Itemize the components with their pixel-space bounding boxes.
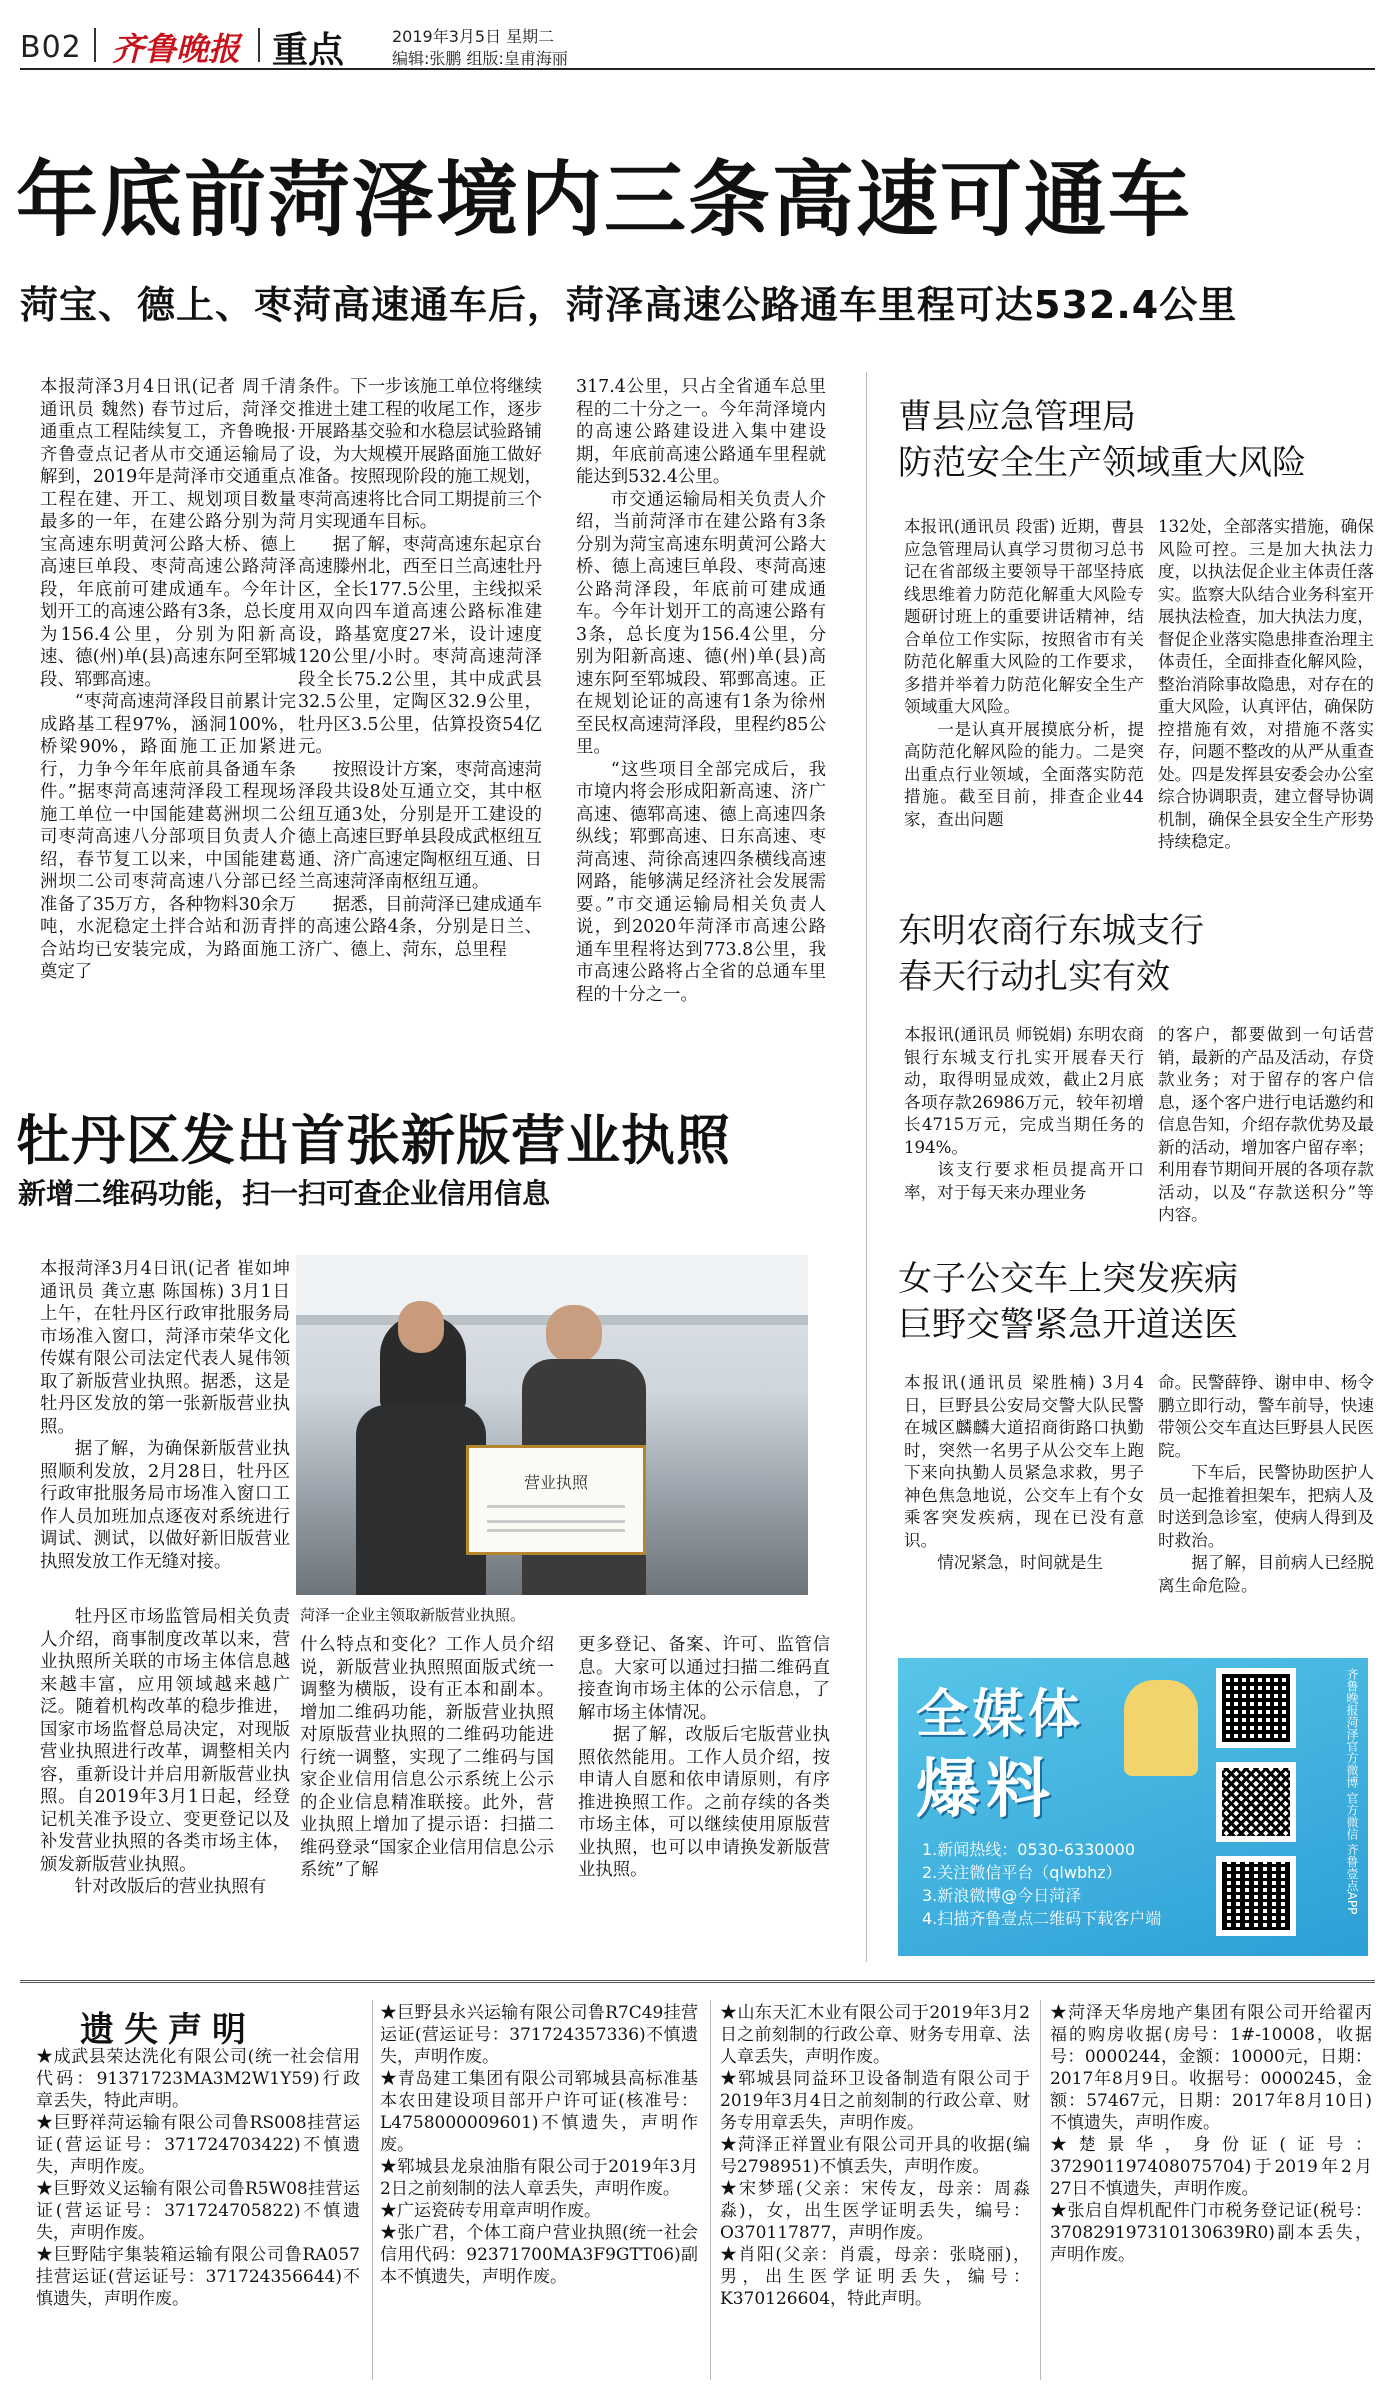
bus-headline-2: 巨野交警紧急开道送医	[898, 1305, 1238, 1345]
lost-notice: ★青岛建工集团有限公司郓城县高标准基本农田建设项目部开户许可证(核准号：L4758000009601)不慎遗失，声明作废。	[380, 2069, 698, 2155]
bus-column-2	[1158, 1372, 1374, 1597]
promo-title-1: 全媒体	[916, 1685, 1085, 1745]
qr-code-icon[interactable]	[1216, 1762, 1296, 1842]
page-number: B02	[20, 30, 82, 65]
lead-headline: 年底前菏泽境内三条高速可通车	[16, 153, 1193, 248]
peony-paragraph: 据了解，改版后宅版营业执照依然能用。工作人员介绍，按申请人自愿和依申请原则，有序推进换照工作。之前存续的各类市场主体，可以继续使用原版营业执照，也可以申请换发新版营业执照。	[578, 1725, 830, 1880]
peony-headline: 牡丹区发出首张新版营业执照	[16, 1109, 731, 1172]
column-rule	[866, 372, 867, 1962]
lost-notice: ★巨野县永兴运输有限公司鲁R7C49挂营运证(营运证号：371724357336)不慎遗失，声明作废。	[380, 2003, 698, 2067]
dongming-paragraph: 的客户，都要做到一句话营销，最新的产品及活动，存贷款业务；对于留存的客户信息，逐个客户进行电话邀约和信息告知，介绍存款优势及最新的活动，增加客户留存率；利用春节期间开展的各项存款活动，以及“存款送积分”等内容。	[1158, 1025, 1374, 1224]
column-rule	[1040, 2000, 1041, 2380]
lost-notices-title: 遗失声明	[80, 2010, 256, 2050]
lead-subheadline: 菏宝、德上、枣菏高速通车后，菏泽高速公路通车里程可达532.4公里	[20, 283, 1238, 327]
lost-notice: ★巨野祥菏运输有限公司鲁RS008挂营运证(营运证号：371724703422)不慎遗失，声明作废。	[36, 2113, 360, 2177]
lost-notice: ★张广君，个体工商户营业执照(统一社会信用代码：92371700MA3F9GTT06)副本不慎遗失，声明作废。	[380, 2223, 698, 2287]
lost-column-4	[1050, 2002, 1372, 2266]
license-label: 营业执照	[523, 1473, 588, 1492]
lead-column-1	[40, 376, 296, 984]
cao-headline-2: 防范安全生产领域重大风险	[898, 443, 1306, 483]
peony-paragraph: 什么特点和变化？工作人员介绍说，新版营业执照照面版式统一调整为横版，设有正本和副本。增加二维码功能，新版营业执照对原版营业执照的二维码功能进行统一调整，实现了二维码与国家企业信用信息公示系统上公示的企业信息精准联接。此外，营业执照上增加了提示语：扫描二维码登录“国家企业信用信息公示系统”了解	[300, 1635, 554, 1880]
lead-column-2	[298, 376, 542, 961]
dongming-headline-2: 春天行动扎实有效	[898, 957, 1170, 997]
divider	[94, 28, 96, 62]
lost-notice: ★张启自焊机配件门市税务登记证(税号：37082919731013063​9R0)副本丢失，声明作废。	[1050, 2201, 1372, 2265]
lost-notice: ★郓城县同益环卫设备制造有限公司于2019年3月4日之前刻制的行政公章、财务专用章丢失，声明作废。	[720, 2069, 1030, 2133]
lead-paragraph: 据悉，目前菏泽已建成通车的高速公路4条，分别是日兰、济广、德上、菏东，总里程	[298, 894, 542, 960]
lost-notice: ★巨野陆宇集装箱运输有限公司鲁RA057挂营运证(营运证号：371724356644)不慎遗失，声明作废。	[36, 2245, 360, 2309]
issue-date: 2019年3月5日 星期二	[392, 27, 555, 46]
peony-subheadline: 新增二维码功能，扫一扫可查企业信用信息	[18, 1177, 551, 1210]
lost-notices-section	[20, 1980, 1375, 1983]
lead-paragraph: 317.4公里，只占全省通车总里程的二十分之一。今年菏泽境内的高速公路建设进入集中建设期，年底前高速公路通车里程就能达到532.4公里。	[576, 377, 826, 487]
promo-line: 4.扫描齐鲁壹点二维码下载客户端	[922, 1909, 1162, 1928]
newspaper-logo: 齐鲁晚报	[112, 30, 241, 68]
bus-column-1	[904, 1372, 1144, 1575]
cao-headline-1: 曹县应急管理局	[898, 397, 1136, 437]
lost-column-1	[36, 2046, 360, 2310]
peony-column-1b	[40, 1606, 290, 1899]
cao-column-1	[904, 516, 1144, 831]
lost-notice: ★郓城县龙泉油脂有限公司于2019年3月2日之前刻制的法人章丢失，声明作废。	[380, 2157, 698, 2199]
dongming-headline-1: 东明农商行东城支行	[898, 911, 1204, 951]
qr-code-icon[interactable]	[1216, 1856, 1296, 1936]
bus-paragraph: 情况紧急，时间就是生	[937, 1553, 1104, 1572]
promo-line: 2.关注微信平台（qlwbhz）	[922, 1863, 1122, 1882]
column-rule	[710, 2000, 711, 2380]
promo-line: 3.新浪微博@今日菏泽	[922, 1886, 1082, 1905]
dongming-paragraph: 该支行要求柜员提高开口率，对于每天来办理业务	[904, 1160, 1144, 1202]
license-photo	[296, 1255, 808, 1595]
person-face	[398, 1301, 444, 1353]
peony-paragraph: 更多登记、备案、许可、监管信息。大家可以通过扫描二维码直接查询市场主体的公示信息，了解市场主体情况。	[578, 1635, 830, 1723]
cao-column-2	[1158, 516, 1374, 854]
bus-paragraph: 命。民警薛铮、谢申申、杨令鹏立即行动，警车前导，快速带领公交车直达巨野县人民医院。	[1158, 1373, 1374, 1460]
lead-paragraph: “这些项目全部完成后，我市境内将会形成阳新高速、济广高速、德郓高速、德上高速四条纵线；郓鄄高速、日东高速、枣菏高速、菏徐高速四条横线高速网路，能够满足经济社会发展需要。”市交通运输局相关负责人说，到2020年菏泽市高速公路通车里程将达到773.8公里，我市高速公路将占全省的总通车里程的十分之一。	[576, 759, 826, 1005]
peony-column-3	[578, 1634, 830, 1882]
lead-paragraph: 条件。下一步该施工单位将继续推进土建工程的收尾工作，逐步开展路基交验和水稳层试验路铺设，为大规模开展路面施工做好准备。按照现阶段的施工规划，枣菏高速将比合同工期提前三个月实现通车目标。	[298, 377, 542, 532]
peony-paragraph: 针对改版后的营业执照有	[74, 1877, 267, 1897]
promo-line: 1.新闻热线：0530-6330000	[922, 1840, 1136, 1859]
promo-side-label: 齐鲁晚报菏泽官方微博 官方微信 齐鲁壹点APP	[1345, 1668, 1359, 1915]
lost-notice: ★巨野效义运输有限公司鲁R5W08挂营运证(营运证号：371724705822)不慎遗失，声明作废。	[36, 2179, 360, 2243]
lost-notice: ★菏泽天华房地产集团有限公司开给翟丙福的购房收据(房号：1#-10008，收据号：0000244，金额：10000元，日期：2017年8月9日。收据号：0000245，金额：57467元，日期：2017年8月10日)不慎遗失，声明作废。	[1050, 2003, 1372, 2133]
lost-notice: ★山东天汇木业有限公司于2019年3月2日之前刻制的行政公章、财务专用章、法人章丢失，声明作废。	[720, 2003, 1030, 2067]
bus-paragraph: 据了解，目前病人已经脱离生命危险。	[1158, 1553, 1374, 1595]
lost-column-2	[380, 2002, 698, 2288]
peony-paragraph: 牡丹区市场监管局相关负责人介绍，商事制度改革以来，营业执照所关联的市场主体信息越来越丰富，应用领域越来越广泛。随着机构改革的稳步推进，国家市场监督总局决定，对现版营业执照进行改革，调整相关内容，重新设计并启用新版营业执照。自2019年3月1日起，经登记机关准予设立、变更登记以及补发营业执照的各类市场主体，颁发新版营业执照。	[40, 1607, 290, 1875]
lost-notice: ★宋梦瑶(父亲：宋传友，母亲：周淼淼)，女，出生医学证明丢失，编号：O370117877，声明作废。	[720, 2179, 1030, 2243]
peony-paragraph: 据了解，为确保新版营业执照顺利发放，2月28日，牡丹区行政审批服务局市场准入窗口工作人员加班加点逐夜对系统进行调试、测试，以做好新旧版营业执照发放工作无缝对接。	[40, 1439, 290, 1572]
cao-paragraph: 132处，全部落实措施，确保风险可控。三是加大执法力度，以执法促企业主体责任落实。监察大队结合业务科室开展执法检查，加大执法力度，督促企业落实隐患排查治理主体责任，全面排查化解风险，整治消除事故隐患，对存在的重大风险，认真评估，确保防控措施有效，对措施不落实存，问题不整改的从严从重查处。四是发挥县安委会办公室综合协调职责，建立督导协调机制，确保全县安全生产形势持续稳定。	[1158, 517, 1374, 851]
cartoon-reporter-icon	[1124, 1680, 1198, 1776]
lost-notice: ★楚景华，身份证(证号：372901197408075704)于2019年2月27日不慎遗失，声明作废。	[1050, 2135, 1372, 2199]
bus-paragraph: 本报讯(通讯员 梁胜楠) 3月4日，巨野县公安局交警大队民警在城区麟麟大道招商街路口执勤时，突然一名男子从公交车上跑下来向执勤人员紧急求救，男子神色焦急地说，公交车上有个女乘客突发疾病，现在已没有意识。	[904, 1373, 1144, 1550]
lead-paragraph: 市交通运输局相关负责人介绍，当前菏泽市在建公路有3条分别为菏宝高速东明黄河公路大桥、德上高速巨单段、枣菏高速公路菏泽段，年底前可建成通车。今年计划开工的高速公路有3条，总长度为156.4公里，分别为阳新高速、德(州)单(县)高速东阿至郓城段、郓鄄高速。正在规划论证的高速有1条为徐州至民权高速菏泽段，里程约85公里。	[576, 489, 826, 757]
bus-paragraph: 下车后，民警协助医护人员一起推着担架车，把病人及时送到急诊室，使病人得到及时救治。	[1158, 1463, 1374, 1550]
lead-column-3	[576, 376, 826, 1006]
dongming-column-1	[904, 1024, 1144, 1204]
promo-contact-list	[922, 1838, 1161, 1930]
page-header	[20, 22, 1375, 70]
qr-code-icon[interactable]	[1216, 1668, 1296, 1748]
lost-notice: ★肖阳(父亲：肖震，母亲：张晓丽)，男，出生医学证明丢失，编号：K370126604，特此声明。	[720, 2245, 1030, 2309]
tip-off-promo	[898, 1658, 1368, 1956]
peony-paragraph: 本报菏泽3月4日讯(记者 崔如坤 通讯员 龚立惠 陈国栋) 3月1日上午，在牡丹区行政审批服务局市场准入窗口，菏泽市荣华文化传媒有限公司法定代表人晁伟领取了新版营业执照。据悉，这是牡丹区发放的第一张新版营业执照。	[40, 1259, 290, 1437]
lead-paragraph: 据了解，枣菏高速东起京台高速滕州北，西至日兰高速牡丹区，全长177.5公里，主线拟采用双向四车道高速公路标准建设，路基宽度27米，设计速度120公里/小时。枣菏高速菏泽段全长75.2公里，其中成武县32.5公里，定陶区32.9公里，牡丹区3.5公里，估算投资54亿元。	[298, 534, 542, 757]
photo-caption: 菏泽一企业主领取新版营业执照。	[300, 1606, 526, 1624]
peony-column-1a	[40, 1258, 290, 1573]
cao-paragraph: 一是认真开展摸底分析，提高防范化解风险的能力。二是突出重点行业领域，全面落实防范措施。截至目前，排查企业44家，查出问题	[904, 719, 1144, 829]
lost-notice: ★菏泽正祥置业有限公司开具的收据(编号2798951)不慎丢失，声明作废。	[720, 2135, 1030, 2177]
person-face	[546, 1305, 602, 1363]
divider	[258, 28, 260, 62]
peony-column-2	[300, 1634, 554, 1882]
lead-paragraph: 按照设计方案，枣菏高速菏泽段共设8处互通立交，其中枢纽互通3处，分别是开工建设的德上高速巨野单县段成武枢纽互通、济广高速定陶枢纽互通、日兰高速菏泽南枢纽互通。	[298, 759, 542, 892]
editor-credit: 编辑:张鹏 组版:皇甫海丽	[392, 49, 568, 68]
bus-headline-1: 女子公交车上突发疾病	[898, 1259, 1238, 1299]
column-rule	[372, 2000, 373, 2380]
lead-paragraph: “枣菏高速菏泽段目前累计完成路基工程97%，涵洞100%，桥梁90%，路面施工正加紧进行，力争今年年底前具备通车条件。”据枣菏高速菏泽段工程现场施工单位一中国能建葛洲坝二公司枣菏高速八分部项目负责人介绍，春节复工以来，中国能建葛洲坝二公司枣菏高速八分部已经准备了35万方，各种物料30余万吨，水泥稳定土拌合站和沥青拌合站均已安装完成，为路面施工奠定了	[40, 692, 296, 982]
dongming-column-2	[1158, 1024, 1374, 1227]
section-title: 重点	[272, 30, 345, 71]
business-license-prop	[466, 1445, 646, 1555]
promo-title-2: 爆料	[916, 1753, 1056, 1827]
dongming-paragraph: 本报讯(通讯员 师锐娟) 东明农商银行东城支行扎实开展春天行动，取得明显成效，截止2月底各项存款26986万元，较年初增长4715万元，完成当期任务的194%。	[904, 1025, 1144, 1157]
lost-notice: ★成武县荣达洗化有限公司(统一社会信用代码：91371723MA3M2W1Y59)行政章丢失，特此声明。	[36, 2047, 360, 2111]
cao-paragraph: 本报讯(通讯员 段雷) 近期，曹县应急管理局认真学习贯彻习总书记在省部级主要领导干部坚持底线思维着力防范化解重大风险专题研讨班上的重要讲话精神，结合单位工作实际，按照省市有关防范化解重大风险的工作要求，多措并举着力防范化解安全生产领域重大风险。	[904, 517, 1144, 716]
lost-column-3	[720, 2002, 1030, 2310]
lost-notice: ★广运瓷砖专用章声明作废。	[380, 2201, 601, 2221]
lead-paragraph: 本报菏泽3月4日讯(记者 周千清 通讯员 魏然) 春节过后，菏泽交通重点工程陆续复工，齐鲁晚报·齐鲁壹点记者从市交通运输局了解到，2019年是菏泽市交通重点工程在建、开工、规划项目数量最多的一年，在建公路分别为菏宝高速东明黄河公路大桥、德上高速巨单段、枣菏高速公路菏泽段，年底前可建成通车。今年计划开工的高速公路有3条，总长度为156.4公里，分别为阳新高速、德(州)单(县)高速东阿至郓城段、郓鄄高速。	[40, 377, 296, 690]
